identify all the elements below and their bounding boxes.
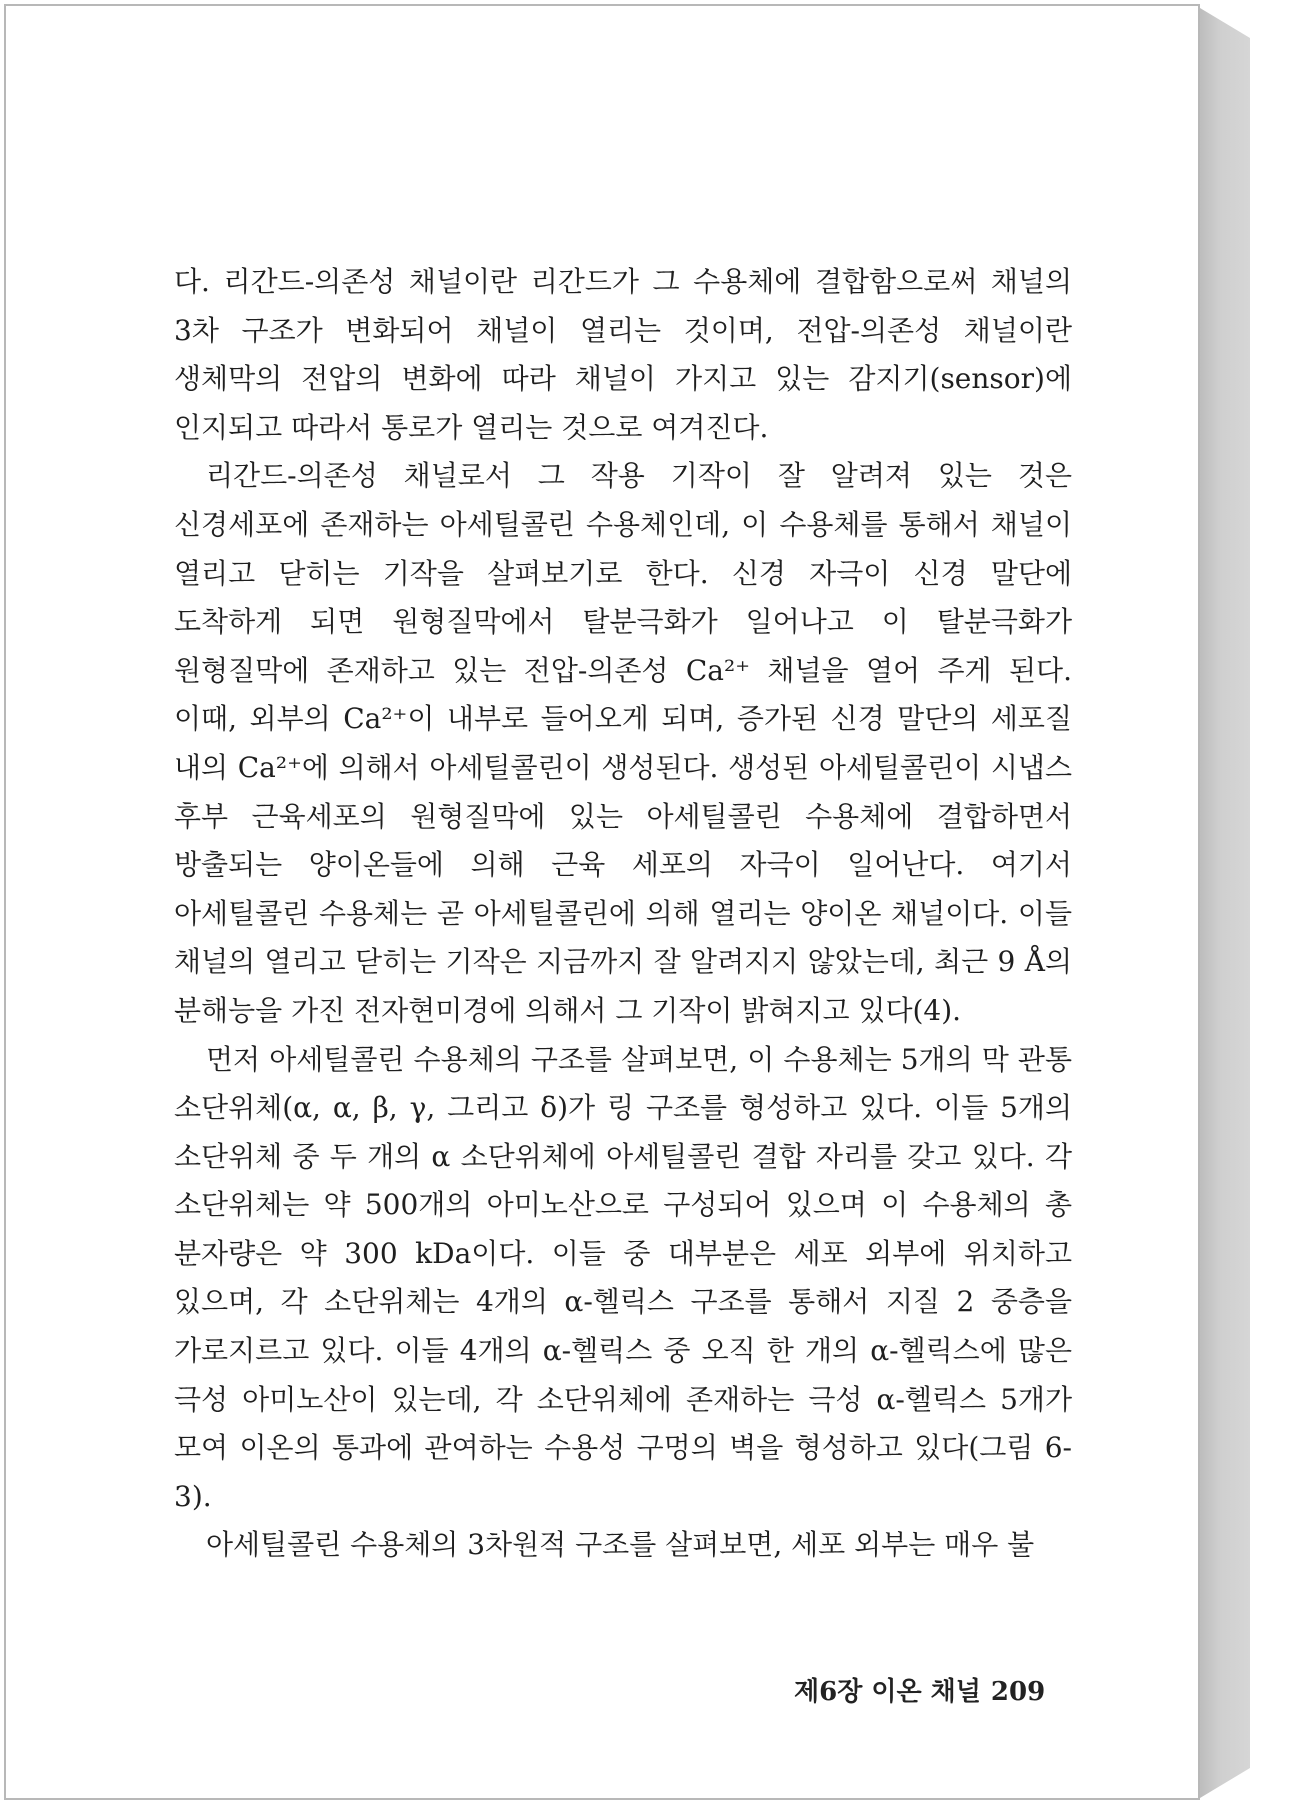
body-text bbox=[174, 258, 1072, 1570]
paragraph-4: 아세틸콜린 수용체의 3차원적 구조를 살펴보면, 세포 외부는 매우 불 bbox=[206, 1528, 1035, 1562]
running-head: 제6장 이온 채널 bbox=[794, 1677, 981, 1707]
paragraph-1: 다. 리간드-의존성 채널이란 리간드가 그 수용체에 결합함으로써 채널의 3차 구조가 변화되어 채널이 열리는 것이며, 전압-의존성 채널이란 생체막의 전압의 변화에 따라 채널이 가지고 있는 감지기(sensor)에 인지되고 따라서 통로가 열리는 것으로 여겨진다. bbox=[174, 265, 1072, 444]
paragraph-2: 리간드-의존성 채널로서 그 작용 기작이 잘 알려져 있는 것은 신경세포에 존재하는 아세틸콜린 수용체인데, 이 수용체를 통해서 채널이 열리고 닫히는 기작을 살펴보기로 한다. 신경 자극이 신경 말단에 도착하게 되면 원형질막에서 탈분극화가 일어나고 이 탈분극화가 원형질막에 존재하고 있는 전압-의존성 Ca²⁺ 채널을 열어 주게 된다. 이때, 외부의 Ca²⁺이 내부로 들어오게 되며, 증가된 신경 말단의 세포질 내의 Ca²⁺에 의해서 아세틸콜린이 생성된다. 생성된 아세틸콜린이 시냅스 후부 근육세포의 원형질막에 있는 아세틸콜린 수용체에 결합하면서 방출되는 양이온들에 의해 근육 세포의 자극이 일어난다. 여기서 아세틸콜린 수용체는 곧 아세틸콜린에 의해 열리는 양이온 채널이다. 이들 채널의 열리고 닫히는 기작은 지금까지 잘 알려지지 않았는데, 최근 9 Å의 분해능을 가진 전자현미경에 의해서 그 기작이 밝혀지고 있다(4). bbox=[174, 459, 1072, 1027]
paragraph-3: 먼저 아세틸콜린 수용체의 구조를 살펴보면, 이 수용체는 5개의 막 관통 소단위체(α, α, β, γ, 그리고 δ)가 링 구조를 형성하고 있다. 이들 5개의 소단위체 중 두 개의 α 소단위체에 아세틸콜린 결합 자리를 갖고 있다. 각 소단위체는 약 500개의 아미노산으로 구성되어 있으며 이 수용체의 총 분자량은 약 300 kDa이다. 이들 중 대부분은 세포 외부에 위치하고 있으며, 각 소단위체는 4개의 α-헬릭스 구조를 통해서 지질 2 중층을 가로지르고 있다. 이들 4개의 α-헬릭스 중 오직 한 개의 α-헬릭스에 많은 극성 아미노산이 있는데, 각 소단위체에 존재하는 극성 α-헬릭스 5개가 모여 이온의 통과에 관여하는 수용성 구멍의 벽을 형성하고 있다(그림 6-3). bbox=[174, 1042, 1072, 1513]
page-footer bbox=[794, 1671, 1094, 1708]
book-page bbox=[4, 4, 1200, 1800]
page-number: 209 bbox=[990, 1677, 1046, 1707]
page-stack-edge bbox=[1200, 8, 1250, 1798]
